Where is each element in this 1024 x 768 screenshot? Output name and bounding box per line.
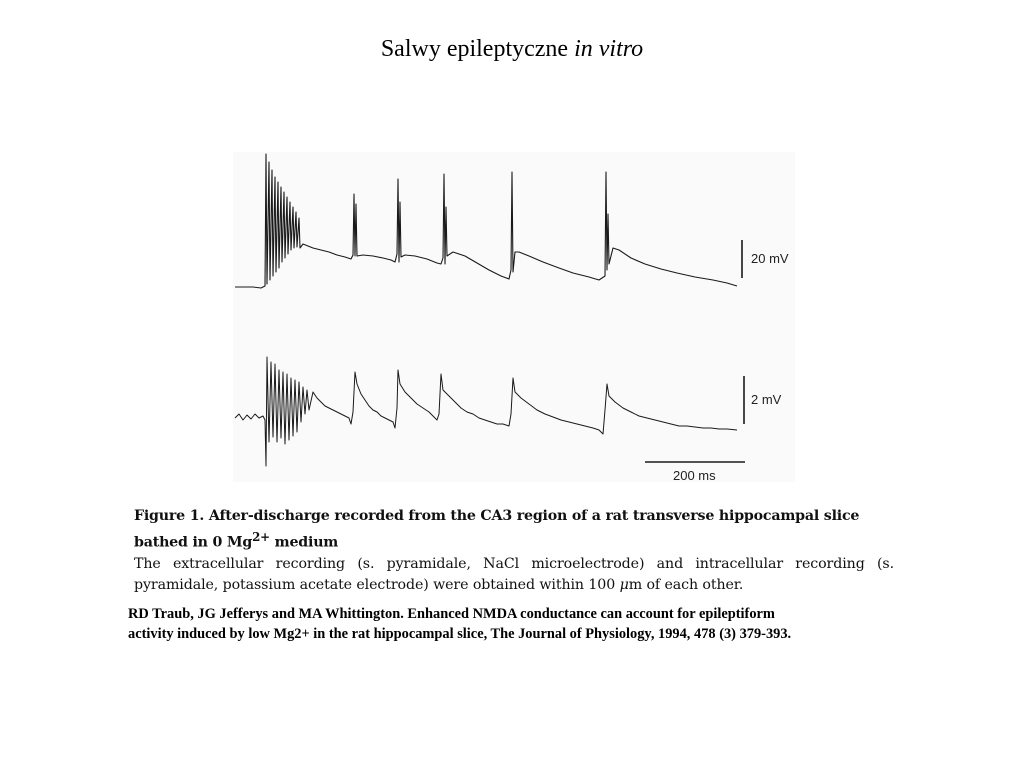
caption-title xyxy=(134,506,894,554)
caption-body-part1: The extracellular recording (s. pyramidale, NaCl microelectrode) and intracellular recording (s. pyramidale, potassium acetate electrode) were obtained within 100 xyxy=(134,555,894,593)
caption-title-line2-sup: 2+ xyxy=(252,530,270,544)
intracellular-trace xyxy=(235,154,737,288)
reference-line-1: RD Traub, JG Jefferys and MA Whittington. Enhanced NMDA conductance can account for epileptiform xyxy=(128,606,775,622)
slide-title-main: Salwy epileptyczne xyxy=(380,36,569,62)
reference-line-2: activity induced by low Mg2+ in the rat hippocampal slice, The Journal of Physiology, 1994, 478 (3) 379-393. xyxy=(128,626,792,642)
scale-label-200ms: 200 ms xyxy=(673,468,716,483)
caption-title-line2-suffix: medium xyxy=(269,534,339,551)
extracellular-trace xyxy=(235,357,737,466)
caption-title-line1: After-discharge recorded from the CA3 region of a rat transverse hippocampal slice xyxy=(208,508,860,524)
slide-title xyxy=(0,34,1024,64)
caption-label: Figure 1. xyxy=(134,508,205,524)
slide-title-italic: in vitro xyxy=(574,36,644,62)
figure-caption xyxy=(134,506,894,596)
reference-citation xyxy=(128,604,928,644)
caption-body xyxy=(134,554,894,596)
scale-label-2mv: 2 mV xyxy=(751,392,782,407)
traces-svg xyxy=(233,152,795,482)
scale-label-20mv: 20 mV xyxy=(751,251,789,266)
caption-body-mu: μ xyxy=(619,576,629,593)
caption-title-line2-prefix: bathed in 0 Mg xyxy=(134,534,253,551)
figure-image xyxy=(233,152,795,482)
caption-body-part2: m of each other. xyxy=(628,576,744,593)
